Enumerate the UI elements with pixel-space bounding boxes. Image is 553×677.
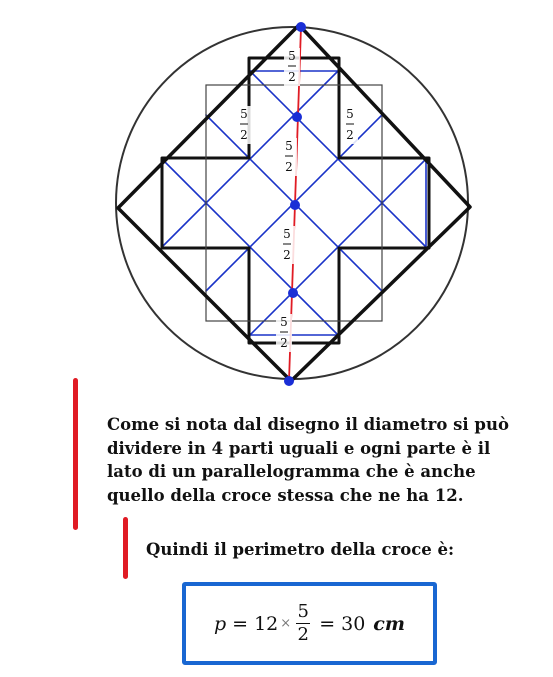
division-point: [296, 22, 306, 32]
formula-unit: cm: [373, 612, 405, 635]
label-numerator: 5: [280, 315, 288, 329]
formula-equals: =: [319, 612, 336, 635]
segment-label: [276, 314, 292, 352]
formula-times: ×: [280, 616, 292, 631]
label-numerator: 5: [283, 227, 291, 241]
explanation-line: quello della croce stessa che ne ha 12.: [107, 485, 464, 505]
formula-box: [182, 582, 437, 665]
label-denominator: 2: [240, 128, 248, 142]
label-denominator: 2: [285, 160, 293, 174]
division-point: [290, 200, 300, 210]
highlight-bar: [123, 517, 128, 579]
segment-label: [279, 226, 295, 264]
segment-label: [236, 106, 252, 144]
label-denominator: 2: [280, 336, 288, 350]
segment-label: [281, 138, 297, 176]
segment-label: [284, 48, 300, 86]
label-numerator: 5: [240, 107, 248, 121]
formula-variable: p: [214, 612, 227, 635]
formula-count: 12: [254, 612, 279, 635]
label-numerator: 5: [288, 49, 296, 63]
explanation-line: Come si nota dal disegno il diametro si può: [107, 415, 509, 434]
label-denominator: 2: [288, 70, 296, 84]
label-denominator: 2: [346, 128, 354, 142]
explanation-line: lato di un parallelogramma che è anche: [107, 462, 476, 481]
explanation-text: [107, 413, 547, 507]
formula-numerator: 5: [297, 600, 309, 622]
explanation-line: dividere in 4 parti uguali e ogni parte è il: [107, 438, 491, 458]
formula-result: 30: [341, 612, 366, 635]
division-point: [288, 288, 298, 298]
label-numerator: 5: [346, 107, 354, 121]
highlight-bar: [73, 378, 78, 530]
division-point: [292, 112, 302, 122]
formula-fraction: [296, 601, 310, 647]
formula-denominator: 2: [297, 624, 309, 646]
segment-label: [342, 106, 358, 144]
label-numerator: 5: [285, 139, 293, 153]
conclusion-text: Quindi il perimetro della croce è:: [146, 540, 455, 559]
label-denominator: 2: [283, 248, 291, 262]
division-point: [284, 376, 294, 386]
formula-equals: =: [232, 612, 249, 635]
